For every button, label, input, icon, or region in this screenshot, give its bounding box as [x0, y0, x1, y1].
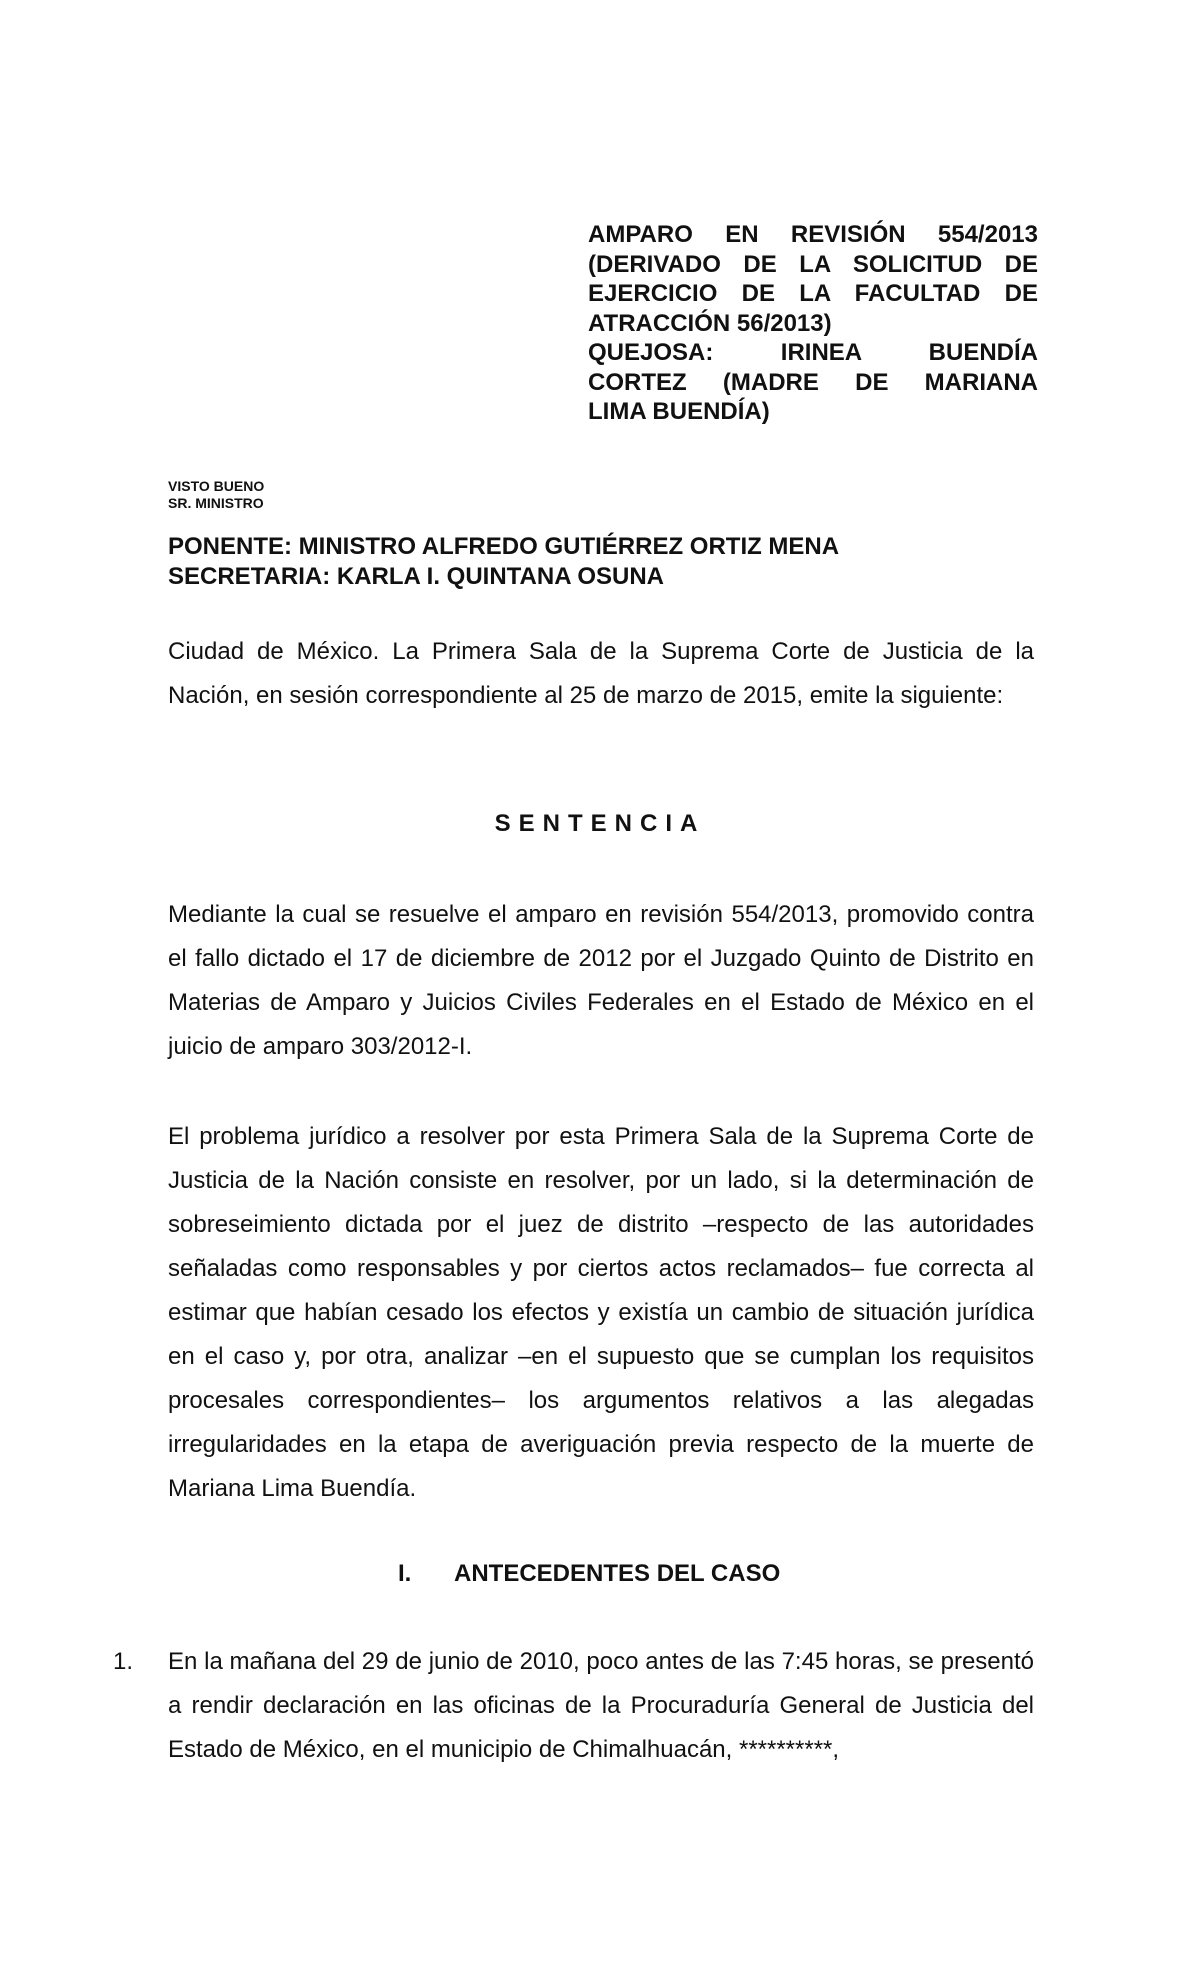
case-heading-line-6: CORTEZ (MADRE DE MARIANA: [588, 368, 1038, 396]
case-heading-line-4: ATRACCIÓN 56/2013): [588, 309, 832, 337]
approval-note: [168, 478, 264, 512]
ponente-line: PONENTE: MINISTRO ALFREDO GUTIÉRREZ ORTIZ MENA: [168, 533, 840, 560]
legal-problem-paragraph: El problema jurídico a resolver por esta Primera Sala de la Suprema Corte de Justicia de la Nación consiste en resolver, por un lado, si la determinación de sobreseimiento dictada por el juez de distrito –respecto de las autoridades señaladas como responsables y por ciertos actos reclamados– fue correcta al estimar que habían cesado los efectos y existía un cambio de situación jurídica en el caso y, por otra, analizar –en el supuesto que se cumplan los requisitos procesales correspondientes– los argumentos relativos a las alegadas irregularidades en la etapa de averiguación previa respecto de la muerte de Mariana Lima Buendía.: [168, 1123, 1034, 1502]
case-heading-line-5: QUEJOSA: IRINEA BUENDÍA: [588, 339, 1038, 366]
approval-line-2: SR. MINISTRO: [168, 495, 264, 511]
ponente-block: [168, 532, 839, 592]
section-numeral: I.: [398, 1560, 412, 1587]
item-paragraph: En la mañana del 29 de junio de 2010, poco antes de las 7:45 horas, se presentó a rendir declaración en las oficinas de la Procuraduría General de Justicia del Estado de México, en el municipio de Chimalhuacán, **********,: [168, 1648, 1034, 1763]
section-title-text: ANTECEDENTES DEL CASO: [454, 1560, 781, 1587]
case-heading-line-7: LIMA BUENDÍA): [588, 398, 770, 425]
case-heading-line-1: AMPARO EN REVISIÓN 554/2013: [588, 221, 1038, 248]
case-heading-line-2: (DERIVADO DE LA SOLICITUD DE: [588, 250, 1038, 278]
item-number: 1.: [113, 1648, 134, 1675]
section-heading: [398, 1560, 780, 1588]
document-type-title: SENTENCIA: [494, 810, 706, 837]
intro-paragraph: Ciudad de México. La Primera Sala de la Suprema Corte de Justicia de la Nación, en sesión correspondiente al 25 de marzo de 2015, emite la siguiente:: [168, 638, 1034, 709]
approval-line-1: VISTO BUENO: [168, 478, 265, 494]
case-heading: [588, 220, 1038, 427]
resolution-paragraph: Mediante la cual se resuelve el amparo en revisión 554/2013, promovido contra el fallo dictado el 17 de diciembre de 2012 por el Juzgado Quinto de Distrito en Materias de Amparo y Juicios Civiles Federales en el Estado de México en el juicio de amparo 303/2012-I.: [168, 901, 1034, 1060]
secretaria-line: SECRETARIA: KARLA I. QUINTANA OSUNA: [168, 563, 664, 590]
case-heading-line-3: EJERCICIO DE LA FACULTAD DE: [588, 280, 1038, 307]
